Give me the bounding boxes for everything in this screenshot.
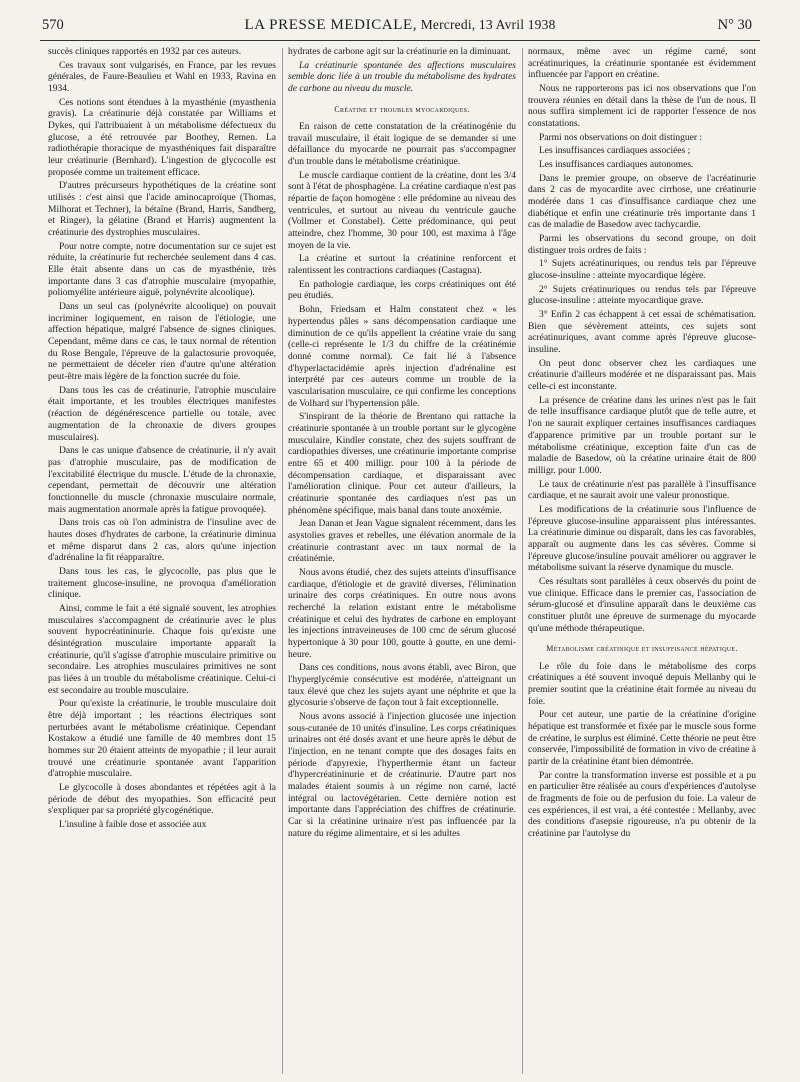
paragraph: Jean Danan et Jean Vague signalent récemment, dans les asystolies graves et rebelles, une élévation anormale de la créatinurie contrastant avec un taux normal de la créatinémie.: [288, 519, 516, 565]
paragraph: hydrates de carbone agit sur la créatinurie en la diminuant.: [288, 47, 511, 57]
paragraph: Dans le premier groupe, on observe de l'acréatinurie dans 2 cas de myocardite avec cirrhose, une créatinurie modérée dans 1 cas d'insuffisance cardiaque chez une diabétique et enfin une créatinurie très importante dans 1 cas de maladie de Basedow avec tachycardie.: [528, 173, 756, 231]
issue-number: N° 30: [717, 17, 752, 33]
paragraph: Dans ces conditions, nous avons établi, avec Biron, que l'hyperglycémie consécutive est modérée, n'atteignant un taux élevé que chez les sujets ayant une néphrite et que la glycosurie s'observe de façon tout à fait exceptionnelle.: [288, 663, 516, 709]
paragraph: Bohn, Friedsam et Halm constatent chez « les hypertendus pâles » sans décompensation cardiaque une diminution de ce qu'ils appellent la créatine vraie du sang (celle-ci représente le 1/3 du chiffre de la créatinémie donné comme normal). Ce fait lié à l'absence d'hyperlactacidémie après injection d'adrénaline est interprété par ces auteurs comme un trouble de la vascularisation musculaire, ce qui confirme les conceptions de Volhard sur l'hypertension pâle.: [288, 305, 516, 409]
page-number: 570: [42, 17, 64, 33]
paragraph: Pour cet auteur, une partie de la créatinine d'origine hépatique est transformée et fixée par le muscle sous forme de créatine, le surplus est éliminé. Cette théorie ne peut être conservée, l'impossibilité de formation in vivo de créatine à partir de la créatinine étant bien démontrée.: [528, 710, 756, 768]
paragraph: Nous ne rapporterons pas ici nos observations que l'on trouvera réunies en détail dans la thèse de l'un de nous. Il nous suffira simplement ici de rapporter l'essence de nos constatations.: [528, 84, 756, 130]
header-rule: [40, 40, 760, 41]
paragraph: La présence de créatine dans les urines n'est pas le fait de telle insuffisance cardiaque plutôt que de telle autre, et l'on ne saurait expliquer certaines insuffisances cardiaques d'apparence primitive par un trouble portant sur le métabolisme créatinique, exception faite d'un cas de maladie de Basedow, où la créatine urinaire était de 800 milligr. pour 1.000.: [528, 395, 756, 476]
paragraph: La créatine et surtout la créatinine renforcent et ralentissent les contractions cardiaques (Castagna).: [288, 254, 516, 277]
column-divider: [282, 48, 283, 1074]
running-title: [40, 14, 760, 36]
paragraph: L'insuline à faible dose et associée aux: [59, 820, 207, 830]
paragraph: Pour notre compte, notre documentation sur ce sujet est réduite, la créatinurie fut recherchée seulement dans 4 cas. Elle était absente dans un cas de myasthénie, très importante dans 3 cas d'atrophie musculaire (myopathie, poliomyélite antérieure aiguë, polynévrite alcoolique).: [48, 241, 276, 299]
paragraph: Parmi nos observations on doit distinguer :: [539, 132, 703, 143]
paragraph: Ces notions sont étendues à la myasthénie (myasthenia gravis). La créatinurie déjà constatée par Williams et Dykes, qui l'attribuaient à un métabolisme défectueux du glucose, a été retrouvée par Boothey, Remen. La radiothérapie thoracique de myasthéniques fait disparaître leur créatinurie (Bernhard). L'ingestion de glycocolle est proposée comme un traitement efficace.: [48, 97, 276, 178]
paragraph: Dans tous les cas, le glycocolle, pas plus que le traitement glucose-insuline, ne provoqua d'amélioration clinique.: [48, 566, 276, 601]
paragraph: Le glycocolle à doses abondantes et répétées agit à la période de début des myopathies. Son efficacité peut s'expliquer par sa propriété glycogénétique.: [48, 782, 276, 817]
list-item: Les insuffisances cardiaques associées ;: [539, 146, 691, 157]
paragraph: Pour qu'existe la créatinurie, le trouble musculaire doit être déjà important ; les réactions électriques sont perturbées avant le métabolisme créatinique. Cependant Kostakow a étudié une famille de 40 membres dont 15 hommes sur 20 étaient atteints de myopathie ; il leur aurait trouvé une créatinurie spontanée avant l'apparition d'atrophie musculaire.: [48, 699, 276, 780]
paragraph: Dans le cas unique d'absence de créatinurie, il n'y avait pas d'atrophie musculaire, pas de modification de l'excitabilité électrique du muscle. L'étude de la chronaxie, cependant, permettait de découvrir une altération fonctionnelle du muscle (chronaxie musculaire normale, mais augmentation anormale après la fatigue provoquée).: [48, 446, 276, 515]
paragraph: Ces résultats sont parallèles à ceux observés du point de vue clinique. Efficace dans le premier cas, l'association de sérum-glucosé et d'insuline apparaît dans le deuxième cas constituer plutôt une épreuve de surmenage du myocarde qu'une méthode thérapeutique.: [528, 576, 756, 634]
paragraph: Dans trois cas où l'on administra de l'insuline avec de hautes doses d'hydrates de carbone, la créatinurie diminua et même disparut dans 2 cas, alors qu'une injection d'adrénaline la fit réapparaître.: [48, 518, 276, 564]
paragraph: Dans tous les cas de créatinurie, l'atrophie musculaire était importante, et les troubles électriques manifestes (réaction de dégénérescence partielle ou totale, avec augmentation de la chronaxie de divers groupes musculaires).: [48, 385, 276, 443]
paragraph: Ces travaux sont vulgarisés, en France, par les revues générales, de Faure-Beaulieu et Wahl en 1933, Ravina en 1934.: [48, 60, 276, 95]
paragraph: En raison de cette constatation de la créatinogénie du travail musculaire, il était logique de se demander si une défaillance du myocarde ne pourrait pas s'accompagner d'un trouble dans le métabolisme créatinique.: [288, 122, 516, 168]
paragraph: Par contre la transformation inverse est possible et a pu en particulier être réalisée au cours d'expériences d'autolyse de fragments de foie ou de perfusion du foie. La valeur de ces expériences, il est vrai, a été contestée : Mellanby, avec des conditions d'asepsie rigoureuse, n'a pu obtenir de la créatinine par l'autolyse du: [528, 770, 756, 840]
paragraph: D'autres précurseurs hypothétiques de la créatine sont utilisés : c'est ainsi que l'acide aminocaproïque (Thomas, Milhorat et Techner), la bétaïne (Brand, Harris, Sandberg, et Ringer), la gélatine (Brand et Harris) augmentent la créatinurie des dystrophies musculaires.: [48, 181, 276, 239]
list-item: 1° Sujets acréatinuriques, ou rendus tels par l'épreuve glucose-insuline : atteinte myocardique légère.: [528, 259, 756, 282]
paragraph: La créatinurie spontanée des affections musculaires semble donc liée à un trouble du métabolisme des hydrates de carbone au niveau du muscle.: [288, 60, 516, 95]
paragraph: Dans un seul cas (polynévrite alcoolique) on pouvait incriminer logiquement, en raison de l'étiologie, une affection hépatique, malgré l'absence de signes cliniques. Cependant, même dans ce cas, le taux normal de rétention du Rose Bengale, l'épreuve de la galactosurie provoquée, ne permettaient de déceler rien d'autre qu'une altération peut-être mais légère de la fonction sucrée du foie.: [48, 302, 276, 383]
paragraph: On peut donc observer chez les cardiaques une créatinurie d'ailleurs modérée et ne disparaissant pas. Mais celle-ci est inconstante.: [528, 358, 756, 393]
list-item: Les insuffisances cardiaques autonomes.: [539, 160, 694, 171]
section-heading: Créatine et troubles myocardiques.: [334, 104, 470, 114]
paragraph: Nous avons associé à l'injection glucosée une injection sous-cutanée de 10 unités d'insuline. Les corps créatiniques urinaires ont été dosés avant et une heure après le début de l'injection, en ne tenant compte que des dosages faits en période d'apyrexie, l'hyperthermie étant un facteur d'hypercréatininurie et de créatinurie. D'autre part nos malades étaient soumis à un régime non carné, lacté intégral ou lactovégétarien. Cette dernière notion est importante dans l'appréciation des chiffres de créatinurie. Car si la créatinine urinaire n'est pas influencée par la nature du régime alimentaire, et si les adultes: [288, 712, 516, 839]
section-heading: Métabolisme créatinique et insuffisance hépatique.: [546, 644, 738, 654]
paragraph: Le rôle du foie dans le métabolisme des corps créatiniques a été souvent invoqué depuis Mellanby qui le premier soutint que la créatinine était formée au niveau du foie.: [528, 661, 756, 707]
issue-date: Mercredi, 13 Avril 1938: [420, 17, 556, 32]
paragraph: Nous avons étudié, chez des sujets atteints d'insuffisance cardiaque, d'étiologie et de gravité diverses, l'élimination urinaire des corps créatiniques. En outre nous avons recherché la relation existant entre le métabolisme créatinique et celui des hydrates de carbone en employant les injections intraveineuses de 100 cmc de sérum glucosé hypertonique à 30 pour 100, goutte à goutte, en une demi-heure.: [288, 567, 516, 660]
list-item: 3° Enfin 2 cas échappent à cet essai de schématisation. Bien que sévèrement atteints, ces sujets sont acréatinuriques, avant comme après l'épreuve glucose-insuline.: [528, 310, 756, 356]
paragraph: Les modifications de la créatinurie sous l'influence de l'épreuve glucose-insuline apparaissent plus intéressantes. La créatinurie diminue ou disparaît, dans les cas favorables, apparaît ou augmente dans les cas sévères. Comme si l'épreuve glucose/insuline pouvait améliorer ou aggraver le métabolisme suivant la réserve dynamique du muscle.: [528, 504, 756, 574]
paragraph: Ainsi, comme le fait a été signalé souvent, les atrophies musculaires s'accompagnent de créatinurie avec le plus souvent hypocréatininurie. Chaque fois qu'existe une désintégration musculaire importante apparaît la créatinurie, qu'il s'agisse d'atrophie musculaire primitive ou secondaire. Les atrophies musculaires primitives ne sont pas liées à un trouble du métabolisme créatinique. Celui-ci est secondaire au trouble musculaire.: [48, 603, 276, 696]
paragraph: Parmi les observations du second groupe, on doit distinguer trois ordres de faits :: [528, 234, 756, 256]
column-right: [528, 47, 756, 1077]
column-divider: [522, 48, 523, 1074]
paragraph: succès cliniques rapportés en 1932 par ces auteurs.: [48, 47, 242, 57]
list-item: 2° Sujets créatinuriques ou rendus tels par l'épreuve glucose-insuline : atteinte myocardique grave.: [528, 284, 756, 307]
page-header: [40, 14, 760, 36]
paragraph: Le muscle cardiaque contient de la créatine, dont les 3/4 sont à l'état de phosphagène. La créatine cardiaque n'est pas répartie de façon homogène : elle prédomine au niveau des ventricules, et surtout au niveau du ventricule gauche (Vollmer et Constabel). Cette prédominance, qui peut atteindre, chez l'homme, 30 pour 100, est maxima à l'âge moyen de la vie.: [288, 170, 516, 251]
journal-name: LA PRESSE MEDICALE,: [244, 17, 418, 33]
paragraph: normaux, même avec un régime carné, sont acréatinuriques, la créatinurie spontanée est évidemment influencée par l'apport en créatine.: [528, 47, 756, 81]
column-middle: [288, 47, 516, 1077]
paragraph: Le taux de créatinurie n'est pas parallèle à l'insuffisance cardiaque, et ne saurait avoir une valeur pronostique.: [528, 479, 756, 502]
paragraph: En pathologie cardiaque, les corps créatiniques ont été peu étudiés.: [288, 279, 516, 302]
paragraph: S'inspirant de la théorie de Brentano qui rattache la créatinurie spontanée à un trouble portant sur le glycogène musculaire, Kindler constate, chez des sujets souffrant de cardiopathies diverses, une créatinurie importante comprise entre 65 et 400 milligr. pour 100 à la période de décompensation cardiaque, et disparaissant avec l'amélioration clinique. Pour cet auteur d'ailleurs, la créatinurie spontanée des cardiaques n'est pas un phénomène spécifique, mais banal dans toute anoxémie.: [288, 412, 516, 516]
column-left: [48, 47, 276, 1077]
